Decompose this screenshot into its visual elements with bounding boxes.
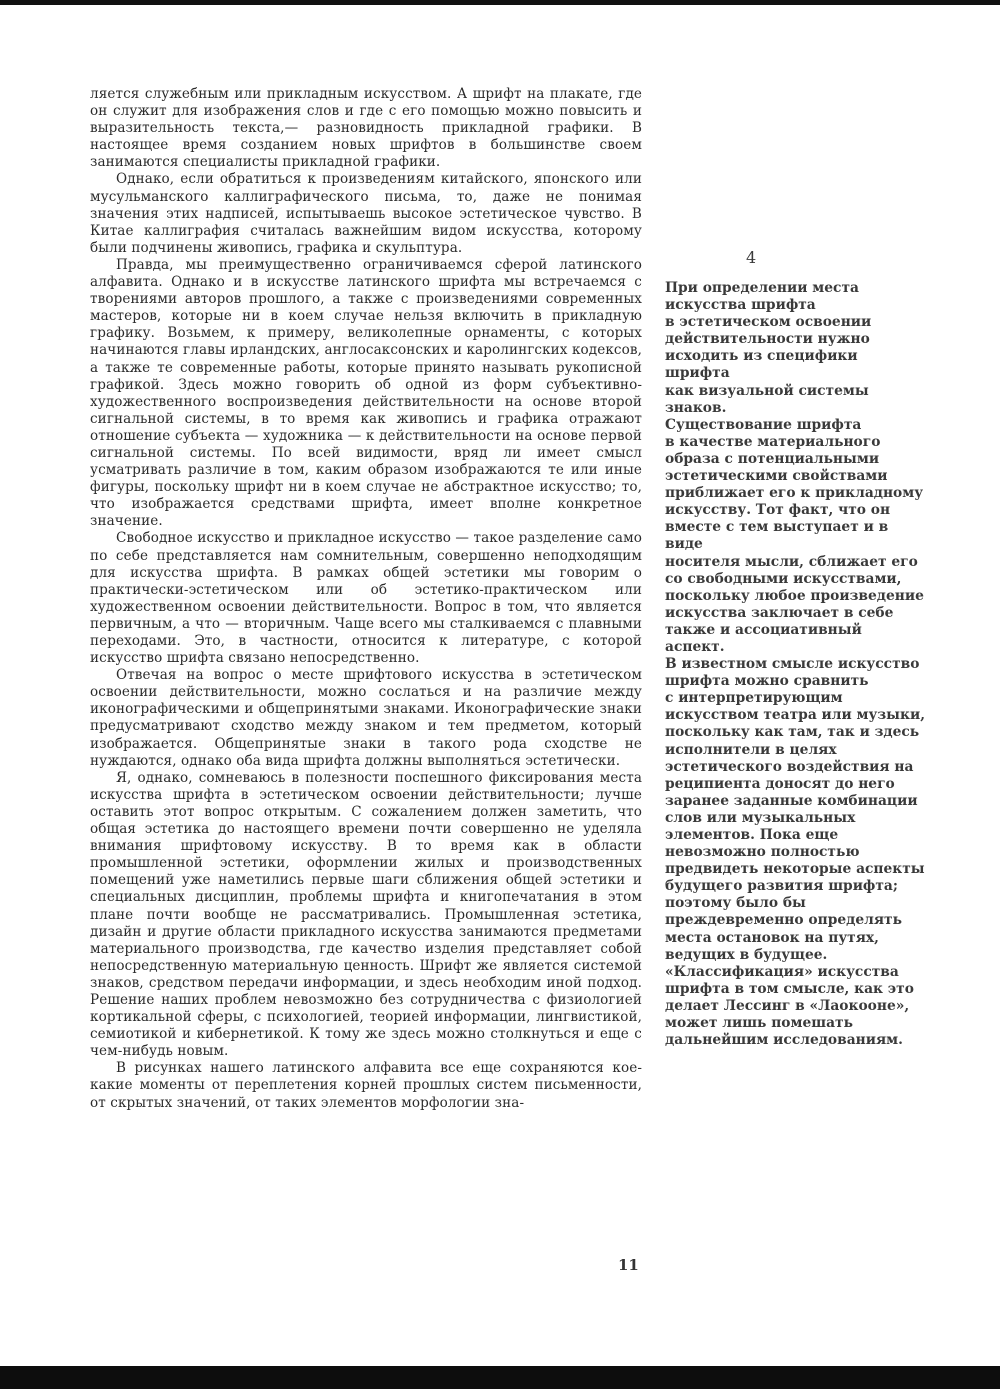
side-note-line: искусству. Тот факт, что он: [665, 502, 891, 519]
side-note-line: приближает его к прикладному: [665, 485, 924, 502]
side-note-line: искусства шрифта: [665, 297, 816, 314]
side-note-line: преждевременно определять: [665, 912, 902, 929]
side-note-line: в качестве материального: [665, 433, 881, 450]
side-note-line: исходить из специфики шрифта: [665, 348, 858, 382]
section-number: 4: [746, 248, 757, 267]
side-note-line: шрифта в том смысле, как это: [665, 980, 914, 997]
side-note-line: ведущих в будущее.: [665, 946, 828, 963]
side-note-line: образа с потенциальными: [665, 450, 880, 467]
side-note-line: поэтому было бы: [665, 895, 806, 912]
side-note-line: «Классификация» искусства: [665, 963, 899, 980]
side-note-line: вместе с тем выступает и в виде: [665, 519, 889, 553]
side-note-line: действительности нужно: [665, 331, 870, 348]
main-text-column: [90, 86, 642, 1112]
page-number: 11: [618, 1256, 639, 1274]
side-note-line: Существование шрифта: [665, 416, 862, 433]
side-note-line: невозможно полностью: [665, 844, 860, 861]
side-note-line: также и ассоциативный аспект.: [665, 621, 862, 655]
side-note-line: будущего развития шрифта;: [665, 878, 898, 895]
side-note-line: со свободными искусствами,: [665, 570, 902, 587]
side-note-line: предвидеть некоторые аспекты: [665, 861, 925, 878]
side-note-line: элементов. Пока еще: [665, 827, 839, 843]
side-note-line: шрифта можно сравнить: [665, 673, 869, 690]
paragraph: Отвечая на вопрос о месте шрифтового искусства в эстетическом освоении действительности, можно сослаться и на различие между иконографическими и общепринятыми знаками. Иконографические знаки предусматривают сходство между знаком и тем предметом, который изображается. Общепринятые знаки в такого рода сходстве не нуждаются, однако оба вида шрифта должны выполняться эстетически.: [90, 667, 642, 769]
side-note-line: При определении места: [665, 280, 859, 296]
side-note-line: делает Лессинг в «Лаокооне»,: [665, 997, 910, 1014]
paragraph: Свободное искусство и прикладное искусство — такое разделение само по себе представляется нам сомнительным, совершенно неподходящим для искусства шрифта. В рамках общей эстетики мы говорим о практически-эстетическом или об эстетико-практическом или художественном освоении действительности. Вопрос в том, что является первичным, а что — вторичным. Чаще всего мы сталкиваемся с плавными переходами. Это, в частности, относится к литературе, с которой искусство шрифта связано непосредственно.: [90, 530, 642, 667]
side-note-line: в эстетическом освоении: [665, 314, 872, 331]
side-note-line: исполнители в целях: [665, 741, 837, 758]
side-note-line: эстетического воздействия на: [665, 758, 914, 775]
side-note-line: слов или музыкальных: [665, 809, 856, 826]
side-note-line: искусства заключает в себе: [665, 604, 894, 621]
side-note-line: носителя мысли, сближает его: [665, 553, 918, 570]
scan-bottom-border: [0, 1366, 1000, 1389]
paragraph: Однако, если обратиться к произведениям китайского, японского или мусульманского каллиграфического письма, то, даже не понимая значения этих надписей, испытываешь высокое эстетическое чувство. В Китае каллиграфия считалась важнейшим видом искусства, которому были подчинены живопись, графика и скульптура.: [90, 171, 642, 256]
side-note-line: эстетическими свойствами: [665, 468, 888, 485]
side-note-line: поскольку любое произведение: [665, 587, 924, 604]
side-note-line: может лишь помешать: [665, 1015, 853, 1032]
paragraph: Я, однако, сомневаюсь в полезности поспешного фиксирования места искусства шрифта в эстетическом освоении действительности; лучше оставить этот вопрос открытым. С сожалением должен заметить, что общая эстетика до настоящего времени почти совершенно не уделяла внимания шрифтовому искусству. В то время как в области промышленной эстетики, оформлении жилых и производственных помещений уже наметились первые шаги сближения общей эстетики и специальных дисциплин, проблемы шрифта и книгопечатания в этом плане почти вообще не рассматривались. Промышленная эстетика, дизайн и другие области прикладного искусства занимаются предметами материального производства, где качество изделия представляет собой непосредственную материальную ценность. Шрифт же является системой знаков, средством передачи информации, и здесь необходим иной подход. Решение наших проблем невозможно без сотрудничества с физиологией кортикальной сферы, с психологией, теорией информации, лингвистикой, семиотикой и кибернетикой. К тому же здесь можно столкнуться и еще с чем-нибудь новым.: [90, 769, 642, 1060]
side-note-line: реципиента доносят до него: [665, 775, 895, 792]
paragraph: ляется служебным или прикладным искусством. А шрифт на плакате, где он служит для изображения слов и где с его помощью можно повысить и выразительность текста,— разновидность прикладной графики. В настоящее время созданием новых шрифтов в большинстве своем занимаются специалисты прикладной графики.: [90, 86, 642, 171]
side-note-line: с интерпретирующим: [665, 690, 843, 707]
paragraph: В рисунках нашего латинского алфавита все еще сохраняются кое-какие моменты от переплетения корней прошлых систем письменности, от скрытых значений, от таких элементов морфологии зна-: [90, 1060, 642, 1111]
side-note-line: поскольку как там, так и здесь: [665, 724, 920, 741]
side-note: [665, 280, 925, 1049]
side-note-line: В известном смысле искусство: [665, 656, 920, 673]
side-note-line: искусством театра или музыки,: [665, 707, 926, 724]
scan-top-border: [0, 0, 1000, 5]
paragraph: Правда, мы преимущественно ограничиваемся сферой латинского алфавита. Однако и в искусстве латинского шрифта мы встречаемся с творениями авторов прошлого, а также с произведениями современных мастеров, которые ни в коем случае нельзя включить в прикладную графику. Возьмем, к примеру, великолепные орнаменты, с которых начинаются главы ирландских, англосаксонских и каролингских кодексов, а также те современные работы, которые принято называть рукописной графикой. Здесь можно говорить об одной из форм субъективно-художественного воспроизведения действительности на основе второй сигнальной системы, в то время как живопись и графика отражают отношение субъекта — художника — к действительности на основе первой сигнальной системы. По всей видимости, вряд ли имеет смысл усматривать различие в том, каким образом изображаются те или иные фигуры, поскольку шрифт ни в коем случае не абстрактное искусство; то, что изображается средствами шрифта, имеет вполне конкретное значение.: [90, 256, 642, 530]
side-note-line: как визуальной системы знаков.: [665, 382, 869, 416]
side-note-line: дальнейшим исследованиям.: [665, 1032, 903, 1049]
side-note-line: места остановок на путях,: [665, 929, 879, 946]
side-note-line: заранее заданные комбинации: [665, 792, 918, 809]
